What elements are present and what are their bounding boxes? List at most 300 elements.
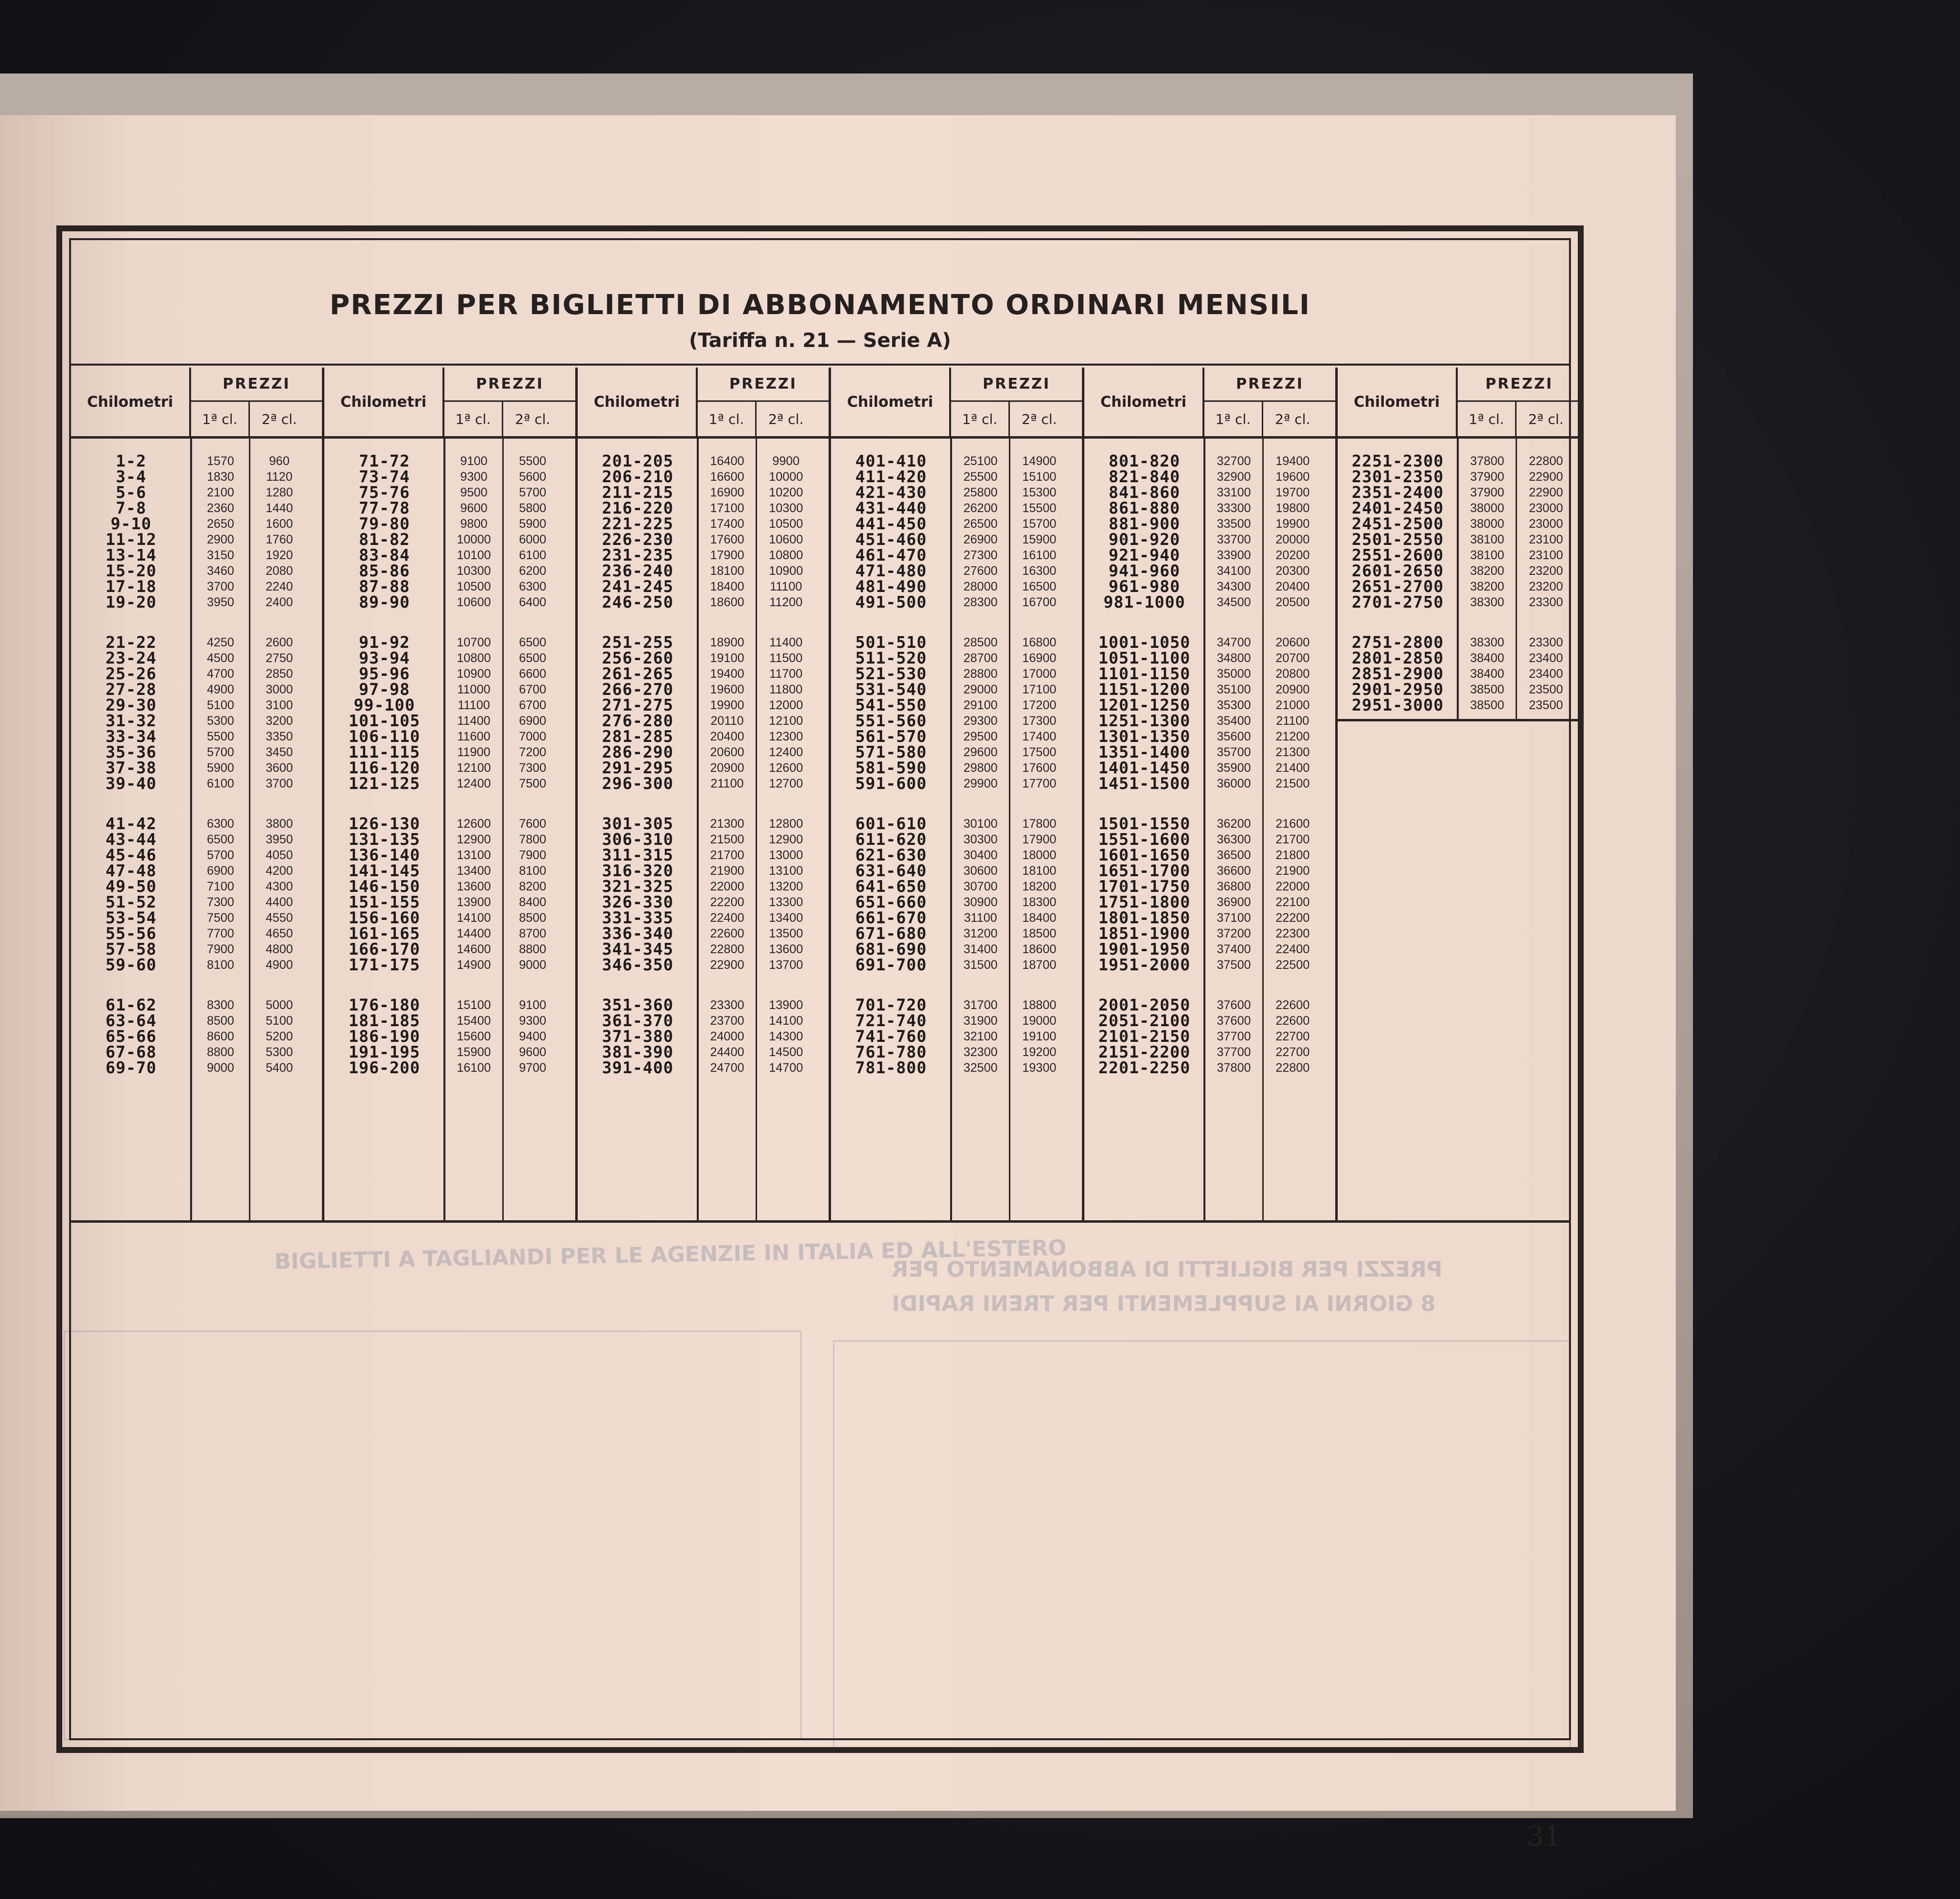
first-class-price: 1570: [207, 454, 234, 468]
first-class-price: 36900: [1217, 895, 1251, 909]
first-class-price: 32300: [963, 1045, 998, 1059]
km-range: 321-325: [602, 877, 674, 896]
km-range: 841-860: [1108, 483, 1180, 502]
km-range: 1301-1350: [1098, 727, 1191, 746]
second-class-price: 14900: [1022, 454, 1056, 468]
first-class-price: 28000: [963, 580, 998, 593]
km-range: 401-410: [855, 451, 927, 470]
second-class-price: 16800: [1022, 636, 1056, 649]
km-range: 2051-2100: [1098, 1011, 1191, 1030]
first-class-price: 19100: [710, 651, 744, 665]
chilometri-header: Chilometri: [71, 368, 191, 436]
km-range: 296-300: [602, 774, 674, 793]
second-class-price: 8700: [519, 927, 546, 940]
first-class-price: 17900: [710, 548, 744, 562]
first-class-price: 28800: [963, 667, 998, 681]
km-range: 3-4: [116, 467, 147, 486]
second-class-price: 16500: [1022, 580, 1056, 593]
km-range: 19-20: [105, 592, 157, 612]
second-class-price: 23100: [1529, 533, 1563, 546]
km-range: 97-98: [359, 680, 410, 699]
second-class-price: 5900: [519, 517, 546, 531]
first-class-price: 14100: [457, 911, 491, 925]
second-class-price: 21000: [1275, 698, 1310, 712]
second-class-price: 1120: [266, 470, 293, 484]
first-class-header: 1ª cl.: [1458, 402, 1517, 436]
km-range: 521-530: [855, 664, 927, 683]
column-header: [71, 368, 322, 439]
km-range: 45-46: [105, 845, 157, 864]
second-class-price: 5800: [519, 501, 546, 515]
group-spacer: [831, 791, 1082, 816]
first-class-header: 1ª cl.: [1204, 402, 1263, 436]
km-range: 101-105: [348, 711, 420, 730]
km-range: 1351-1400: [1098, 742, 1191, 762]
second-class-price: 8500: [519, 911, 546, 925]
bleed-through-text: PREZZI PER BIGLIETTI DI ABBONAMENTO PER: [892, 1257, 1443, 1282]
second-class-price: 10300: [769, 501, 803, 515]
second-class-price: 7800: [519, 833, 546, 846]
second-class-price: 12000: [769, 698, 803, 712]
km-range: 411-420: [855, 467, 927, 486]
second-class-price: 3100: [266, 698, 293, 712]
second-class-price: 22900: [1529, 470, 1563, 484]
first-class-price: 25500: [963, 470, 998, 484]
km-range: 251-255: [602, 633, 674, 652]
km-range: 131-135: [348, 830, 420, 849]
second-class-price: 9600: [519, 1045, 546, 1059]
first-class-price: 17600: [710, 533, 744, 546]
second-class-price: 12600: [769, 761, 803, 775]
chilometri-header: Chilometri: [1338, 368, 1458, 436]
chilometri-header: Chilometri: [324, 368, 444, 436]
km-range: 141-145: [348, 861, 420, 880]
first-class-price: 37700: [1217, 1045, 1251, 1059]
km-range: 1601-1650: [1098, 845, 1191, 864]
first-class-price: 33300: [1217, 501, 1251, 515]
first-class-price: 37800: [1470, 454, 1504, 468]
first-class-price: 10800: [457, 651, 491, 665]
first-class-price: 9600: [460, 501, 488, 515]
first-class-price: 37800: [1217, 1061, 1251, 1075]
second-class-price: 4550: [266, 911, 293, 925]
first-class-price: 35100: [1217, 683, 1251, 696]
first-class-price: 5500: [207, 730, 234, 743]
table-row: [324, 776, 575, 791]
first-class-price: 37600: [1217, 998, 1251, 1012]
header-rule: [71, 364, 1569, 366]
km-range: 2751-2800: [1351, 633, 1444, 652]
column-end-rule: [1338, 719, 1581, 721]
first-class-price: 18100: [710, 564, 744, 578]
second-class-price: 17100: [1022, 683, 1056, 696]
second-class-price: 19600: [1275, 470, 1310, 484]
km-range: 7-8: [116, 498, 147, 518]
km-range: 2451-2500: [1351, 514, 1444, 533]
table-row: [71, 485, 322, 500]
first-class-price: 33500: [1217, 517, 1251, 531]
group-spacer: [1084, 610, 1335, 635]
km-range: 531-540: [855, 680, 927, 699]
table-row: [71, 500, 322, 516]
km-range: 1951-2000: [1098, 955, 1191, 974]
km-range: 67-68: [105, 1042, 157, 1061]
second-class-price: 20400: [1275, 580, 1310, 593]
km-range: 921-940: [1108, 545, 1180, 565]
second-class-price: 9900: [772, 454, 800, 468]
km-range: 1401-1450: [1098, 758, 1191, 777]
km-range: 17-18: [105, 577, 157, 596]
second-class-price: 960: [269, 454, 290, 468]
first-class-price: 8300: [207, 998, 234, 1012]
second-class-price: 23000: [1529, 501, 1563, 515]
first-class-price: 13100: [457, 848, 491, 862]
second-class-price: 21600: [1275, 817, 1310, 831]
table-row: [1084, 594, 1335, 610]
first-class-price: 31900: [963, 1014, 998, 1028]
first-class-price: 38500: [1470, 683, 1504, 696]
km-range: 111-115: [348, 742, 420, 762]
column-header: [831, 368, 1082, 439]
second-class-price: 8400: [519, 895, 546, 909]
fare-rows: [578, 453, 829, 1076]
second-class-price: 4900: [266, 958, 293, 972]
first-class-price: 25800: [963, 486, 998, 499]
first-class-price: 37500: [1217, 958, 1251, 972]
first-class-header: 1ª cl.: [951, 402, 1010, 436]
first-class-price: 22400: [710, 911, 744, 925]
first-class-price: 24000: [710, 1030, 744, 1043]
first-class-price: 15100: [457, 998, 491, 1012]
second-class-price: 15700: [1022, 517, 1056, 531]
prezzi-header: PREZZI: [1458, 368, 1581, 402]
chilometri-header: Chilometri: [1084, 368, 1204, 436]
second-class-price: 23300: [1529, 636, 1563, 649]
first-class-price: 4700: [207, 667, 234, 681]
group-spacer: [578, 610, 829, 635]
first-class-price: 32500: [963, 1061, 998, 1075]
table-row: [71, 594, 322, 610]
second-class-price: 13900: [769, 998, 803, 1012]
second-class-price: 6300: [519, 580, 546, 593]
first-class-price: 14900: [457, 958, 491, 972]
km-range: 361-370: [602, 1011, 674, 1030]
second-class-price: 3350: [266, 730, 293, 743]
first-class-price: 33700: [1217, 533, 1251, 546]
first-class-price: 37900: [1470, 486, 1504, 499]
second-class-price: 12900: [769, 833, 803, 846]
second-class-price: 13500: [769, 927, 803, 940]
km-range: 2201-2250: [1098, 1058, 1191, 1077]
km-range: 2301-2350: [1351, 467, 1444, 486]
km-range: 311-315: [602, 845, 674, 864]
km-range: 2701-2750: [1351, 592, 1444, 612]
km-range: 651-660: [855, 892, 927, 912]
first-class-price: 30100: [963, 817, 998, 831]
first-class-price: 38100: [1470, 548, 1504, 562]
first-class-price: 28300: [963, 595, 998, 609]
km-range: 2151-2200: [1098, 1042, 1191, 1061]
first-class-price: 2900: [207, 533, 234, 546]
fare-column: [831, 368, 1084, 1220]
first-class-price: 16600: [710, 470, 744, 484]
first-class-price: 28700: [963, 651, 998, 665]
first-class-header: 1ª cl.: [698, 402, 757, 436]
second-class-price: 6900: [519, 714, 546, 728]
second-class-price: 6600: [519, 667, 546, 681]
second-class-price: 12700: [769, 777, 803, 790]
first-class-price: 13400: [457, 864, 491, 878]
km-range: 136-140: [348, 845, 420, 864]
km-range: 501-510: [855, 633, 927, 652]
km-range: 21-22: [105, 633, 157, 652]
page-title: PREZZI PER BIGLIETTI DI ABBONAMENTO ORDINARI MENSILI: [329, 289, 1311, 321]
second-class-price: 21300: [1275, 745, 1310, 759]
second-class-price: 21100: [1276, 714, 1309, 728]
km-range: 13-14: [105, 545, 157, 565]
km-range: 201-205: [602, 451, 674, 470]
first-class-price: 2360: [207, 501, 234, 515]
second-class-price: 7500: [519, 777, 546, 790]
second-class-price: 4650: [266, 927, 293, 940]
first-class-price: 31700: [963, 998, 998, 1012]
km-range: 2401-2450: [1351, 498, 1444, 518]
second-class-price: 11200: [769, 595, 803, 609]
second-class-price: 5400: [266, 1061, 293, 1075]
km-range: 661-670: [855, 908, 927, 927]
km-range: 93-94: [359, 648, 410, 667]
km-range: 1501-1550: [1098, 814, 1191, 833]
first-class-price: 16400: [710, 454, 744, 468]
table-row: [578, 957, 829, 973]
second-class-price: 22900: [1529, 486, 1563, 499]
first-class-price: 38300: [1470, 595, 1504, 609]
km-range: 39-40: [105, 774, 157, 793]
first-class-price: 19900: [710, 698, 744, 712]
column-header: [1084, 368, 1335, 439]
km-range: 1651-1700: [1098, 861, 1191, 880]
km-range: 236-240: [602, 561, 674, 580]
km-range: 2501-2550: [1351, 530, 1444, 549]
km-range: 461-470: [855, 545, 927, 565]
first-class-price: 7300: [207, 895, 234, 909]
km-range: 116-120: [348, 758, 420, 777]
group-spacer: [324, 610, 575, 635]
first-class-price: 11000: [457, 683, 490, 696]
second-class-price: 10500: [769, 517, 803, 531]
second-class-price: 17700: [1022, 777, 1056, 790]
km-range: 491-500: [855, 592, 927, 612]
fare-rows: [1338, 453, 1581, 713]
fare-column: [578, 368, 831, 1220]
second-class-price: 9000: [519, 958, 546, 972]
second-class-price: 3600: [266, 761, 293, 775]
first-class-price: 5700: [207, 745, 234, 759]
second-class-price: 1440: [266, 501, 293, 515]
second-class-price: 22800: [1275, 1061, 1310, 1075]
km-range: 246-250: [602, 592, 674, 612]
second-class-price: 19800: [1275, 501, 1310, 515]
page-subtitle: (Tariffa n. 21 — Serie A): [689, 329, 951, 352]
first-class-price: 35900: [1217, 761, 1251, 775]
first-class-price: 7900: [207, 942, 234, 956]
km-range: 281-285: [602, 727, 674, 746]
km-range: 95-96: [359, 664, 410, 683]
second-class-price: 6400: [519, 595, 546, 609]
table-row: [71, 469, 322, 485]
km-range: 151-155: [348, 892, 420, 912]
first-class-price: 33900: [1217, 548, 1251, 562]
bleed-through-text: 8 GIORNI AI SUPPLEMENTI PER TRENI RAPIDI: [892, 1291, 1436, 1316]
km-range: 1551-1600: [1098, 830, 1191, 849]
first-class-price: 8100: [207, 958, 234, 972]
first-class-price: 36500: [1217, 848, 1251, 862]
second-class-price: 21400: [1275, 761, 1310, 775]
first-class-price: 35300: [1217, 698, 1251, 712]
km-range: 49-50: [105, 877, 157, 896]
km-range: 1101-1150: [1098, 664, 1191, 683]
km-range: 346-350: [602, 955, 674, 974]
first-class-price: 34700: [1217, 636, 1251, 649]
km-range: 53-54: [105, 908, 157, 927]
second-class-price: 3450: [266, 745, 293, 759]
km-range: 81-82: [359, 530, 410, 549]
second-class-price: 10800: [769, 548, 803, 562]
second-class-price: 7300: [519, 761, 546, 775]
first-class-price: 35700: [1217, 745, 1251, 759]
km-range: 1051-1100: [1098, 648, 1191, 667]
first-class-price: 12600: [457, 817, 491, 831]
fare-rows: [324, 453, 575, 1076]
second-class-price: 2600: [266, 636, 293, 649]
km-range: 83-84: [359, 545, 410, 565]
first-class-price: 38000: [1470, 501, 1504, 515]
km-range: 301-305: [602, 814, 674, 833]
second-class-price: 22100: [1275, 895, 1310, 909]
first-class-price: 11600: [457, 730, 490, 743]
first-class-price: 21700: [710, 848, 744, 862]
second-class-price: 6100: [519, 548, 546, 562]
second-class-price: 17500: [1022, 745, 1056, 759]
second-class-price: 18200: [1022, 880, 1056, 893]
first-class-price: 37200: [1217, 927, 1251, 940]
first-class-price: 31500: [963, 958, 998, 972]
first-class-price: 12900: [457, 833, 491, 846]
first-class-price: 38200: [1470, 580, 1504, 593]
second-class-price: 1600: [266, 517, 293, 531]
first-class-price: 6300: [207, 817, 234, 831]
first-class-price: 30700: [963, 880, 998, 893]
second-class-price: 23400: [1529, 667, 1563, 681]
km-range: 266-270: [602, 680, 674, 699]
prezzi-header: PREZZI: [444, 368, 575, 402]
first-class-price: 17400: [710, 517, 744, 531]
second-class-price: 18700: [1022, 958, 1056, 972]
km-range: 621-630: [855, 845, 927, 864]
first-class-price: 19600: [710, 683, 744, 696]
first-class-price: 26900: [963, 533, 998, 546]
second-class-price: 16300: [1022, 564, 1056, 578]
first-class-price: 34800: [1217, 651, 1251, 665]
table-row: [1338, 594, 1581, 610]
first-class-price: 14600: [457, 942, 491, 956]
bleed-through-text: BIGLIETTI A TAGLIANDI PER LE AGENZIE IN ITALIA ED ALL'ESTERO: [274, 1235, 1067, 1275]
first-class-price: 32100: [963, 1030, 998, 1043]
group-spacer: [1084, 973, 1335, 997]
km-range: 1801-1850: [1098, 908, 1191, 927]
group-spacer: [1338, 610, 1581, 635]
second-class-price: 21200: [1275, 730, 1310, 743]
km-range: 881-900: [1108, 514, 1180, 533]
second-class-price: 9400: [519, 1030, 546, 1043]
first-class-price: 10000: [457, 533, 491, 546]
second-class-price: 17800: [1022, 817, 1056, 831]
km-range: 861-880: [1108, 498, 1180, 518]
second-class-header: 2ª cl.: [1022, 411, 1057, 427]
first-class-price: 3150: [207, 548, 234, 562]
second-class-price: 4300: [266, 880, 293, 893]
km-range: 901-920: [1108, 530, 1180, 549]
second-class-price: 4800: [266, 942, 293, 956]
km-range: 2651-2700: [1351, 577, 1444, 596]
second-class-price: 15300: [1022, 486, 1056, 499]
second-class-price: 9300: [519, 1014, 546, 1028]
km-range: 65-66: [105, 1027, 157, 1046]
first-class-price: 24400: [710, 1045, 744, 1059]
second-class-price: 2750: [266, 651, 293, 665]
second-class-price: 23300: [1529, 595, 1563, 609]
km-range: 79-80: [359, 514, 410, 533]
first-class-price: 26500: [963, 517, 998, 531]
second-class-price: 4200: [266, 864, 293, 878]
first-class-price: 20400: [710, 730, 744, 743]
km-range: 2901-2950: [1351, 680, 1444, 699]
fare-rows: [71, 453, 322, 1076]
page-number: 31: [1526, 1821, 1562, 1852]
first-class-price: 38000: [1470, 517, 1504, 531]
first-class-price: 2100: [207, 486, 234, 499]
second-class-price: 20200: [1275, 548, 1310, 562]
km-range: 1751-1800: [1098, 892, 1191, 912]
km-range: 571-580: [855, 742, 927, 762]
km-range: 801-820: [1108, 451, 1180, 470]
km-range: 2601-2650: [1351, 561, 1444, 580]
second-class-price: 12100: [769, 714, 803, 728]
second-class-price: 20700: [1275, 651, 1310, 665]
second-class-price: 5200: [266, 1030, 293, 1043]
km-range: 271-275: [602, 695, 674, 715]
second-class-price: 11700: [769, 667, 803, 681]
km-range: 701-720: [855, 995, 927, 1014]
second-class-price: 16900: [1022, 651, 1056, 665]
second-class-price: 20800: [1275, 667, 1310, 681]
second-class-price: 19100: [1022, 1030, 1056, 1043]
first-class-price: 19400: [710, 667, 744, 681]
first-class-price: 22600: [710, 927, 744, 940]
second-class-price: 10200: [769, 486, 803, 499]
group-spacer: [71, 973, 322, 997]
km-range: 146-150: [348, 877, 420, 896]
table-row: [1084, 1060, 1335, 1076]
km-range: 421-430: [855, 483, 927, 502]
first-class-price: 38300: [1470, 636, 1504, 649]
km-range: 15-20: [105, 561, 157, 580]
km-range: 35-36: [105, 742, 157, 762]
second-class-price: 13700: [769, 958, 803, 972]
second-class-price: 19200: [1022, 1045, 1056, 1059]
second-class-price: 19700: [1275, 486, 1310, 499]
second-class-price: 6000: [519, 533, 546, 546]
